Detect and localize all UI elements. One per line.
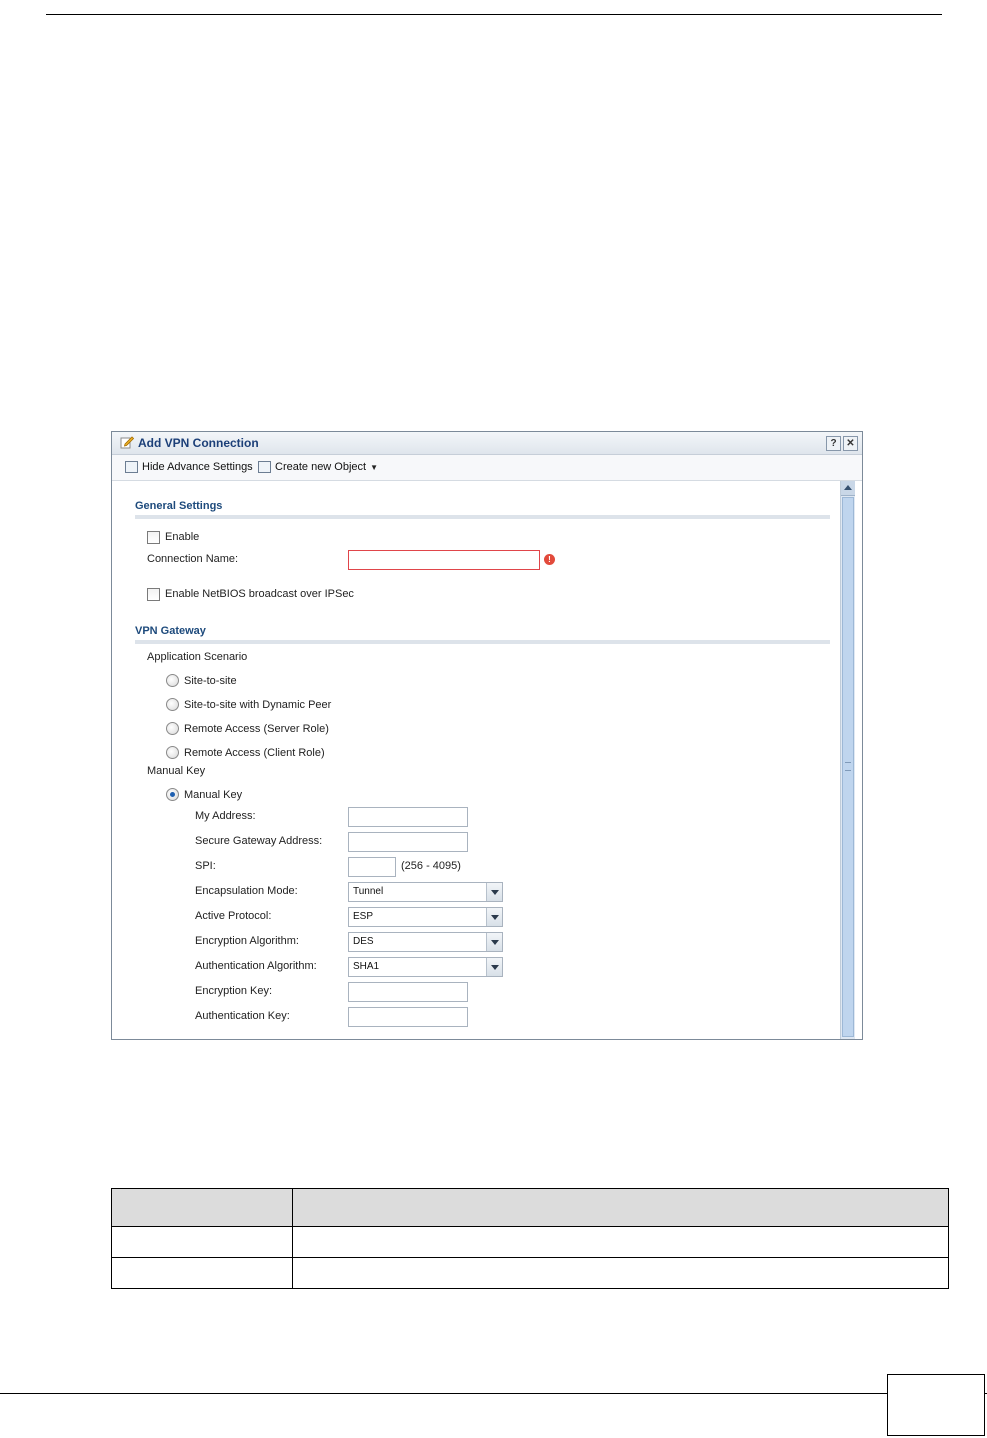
- radio-remote-access-server[interactable]: [166, 722, 179, 735]
- active-protocol-select[interactable]: [348, 907, 503, 927]
- encryption-algorithm-label: Encryption Algorithm:: [195, 935, 299, 947]
- hide-advance-settings-button[interactable]: [125, 461, 253, 473]
- object-icon: [258, 461, 271, 473]
- edit-pencil-icon: [120, 435, 134, 449]
- error-icon: !: [544, 554, 555, 565]
- radio-site-to-site-dynamic-peer[interactable]: [166, 698, 179, 711]
- active-protocol-value: ESP: [353, 911, 374, 922]
- connection-name-label: Connection Name:: [147, 553, 239, 565]
- page-header-rule: [46, 14, 942, 15]
- dialog-toolbar: [112, 455, 862, 481]
- radio-remote-access-client[interactable]: [166, 746, 179, 759]
- my-address-label: My Address:: [195, 810, 256, 822]
- scenario-label: Site-to-site: [184, 675, 237, 687]
- authentication-algorithm-label: Authentication Algorithm:: [195, 960, 317, 972]
- scenario-label: Remote Access (Server Role): [184, 723, 329, 735]
- authentication-key-label: Authentication Key:: [195, 1010, 290, 1022]
- radio-manual-key[interactable]: [166, 788, 179, 801]
- chevron-down-icon: [486, 958, 502, 976]
- encryption-key-input[interactable]: [348, 982, 468, 1002]
- page-footer-rule: [0, 1393, 987, 1394]
- spi-input[interactable]: [348, 857, 396, 877]
- scrollbar-thumb[interactable]: [842, 497, 854, 1037]
- table-cell: [293, 1227, 949, 1258]
- spi-label: SPI:: [195, 860, 216, 872]
- vpn-gateway-divider: [135, 640, 830, 644]
- connection-name-input[interactable]: [348, 550, 540, 570]
- add-vpn-connection-dialog: [111, 431, 863, 1040]
- encryption-algorithm-value: DES: [353, 936, 374, 947]
- secure-gateway-label: Secure Gateway Address:: [195, 835, 323, 847]
- authentication-key-input[interactable]: [348, 1007, 468, 1027]
- encapsulation-mode-select[interactable]: [348, 882, 503, 902]
- list-icon: [125, 461, 138, 473]
- authentication-algorithm-value: SHA1: [353, 961, 380, 972]
- manual-key-group-label: Manual Key: [147, 765, 206, 777]
- enable-checkbox[interactable]: [147, 531, 160, 544]
- netbios-checkbox[interactable]: [147, 588, 160, 601]
- dialog-titlebar: [112, 432, 862, 455]
- active-protocol-label: Active Protocol:: [195, 910, 272, 922]
- scenario-label: Site-to-site with Dynamic Peer: [184, 699, 332, 711]
- radio-site-to-site[interactable]: [166, 674, 179, 687]
- scenario-label: Remote Access (Client Role): [184, 747, 325, 759]
- chevron-down-icon: ▼: [370, 462, 379, 472]
- table-row: [112, 1258, 949, 1289]
- netbios-label: Enable NetBIOS broadcast over IPSec: [165, 588, 354, 600]
- dialog-title: Add VPN Connection: [138, 436, 259, 450]
- chevron-down-icon: [486, 883, 502, 901]
- my-address-input[interactable]: [348, 807, 468, 827]
- general-settings-title: General Settings: [135, 500, 223, 512]
- manual-key-option-label: Manual Key: [184, 789, 243, 801]
- hide-advance-settings-label: Hide Advance Settings: [142, 461, 253, 473]
- table-header-cell: [112, 1189, 293, 1227]
- create-new-object-menu[interactable]: [258, 461, 378, 473]
- application-scenario-label: Application Scenario: [147, 651, 248, 663]
- scroll-up-button[interactable]: [841, 481, 855, 496]
- vpn-gateway-title: VPN Gateway: [135, 625, 206, 637]
- chevron-down-icon: [486, 908, 502, 926]
- encapsulation-mode-value: Tunnel: [353, 886, 384, 897]
- encapsulation-mode-label: Encapsulation Mode:: [195, 885, 298, 897]
- help-button[interactable]: ?: [826, 436, 841, 451]
- table-header-row: [112, 1189, 949, 1227]
- authentication-algorithm-select[interactable]: [348, 957, 503, 977]
- general-settings-divider: [135, 515, 830, 519]
- grip-icon: [845, 762, 851, 771]
- vertical-scrollbar[interactable]: [840, 481, 855, 1039]
- encryption-algorithm-select[interactable]: [348, 932, 503, 952]
- table-cell: [112, 1227, 293, 1258]
- secure-gateway-input[interactable]: [348, 832, 468, 852]
- table-row: [112, 1227, 949, 1258]
- page-number-box: [887, 1374, 985, 1436]
- chevron-down-icon: [486, 933, 502, 951]
- table-header-cell: [293, 1189, 949, 1227]
- encryption-key-label: Encryption Key:: [195, 985, 273, 997]
- spi-range-hint: (256 - 4095): [401, 860, 461, 872]
- table-cell: [112, 1258, 293, 1289]
- table-cell: [293, 1258, 949, 1289]
- close-button[interactable]: ✕: [843, 436, 858, 451]
- create-new-object-label: Create new Object: [275, 461, 367, 473]
- dialog-content: [119, 481, 839, 1039]
- description-table: [111, 1188, 949, 1289]
- enable-label: Enable: [165, 531, 200, 543]
